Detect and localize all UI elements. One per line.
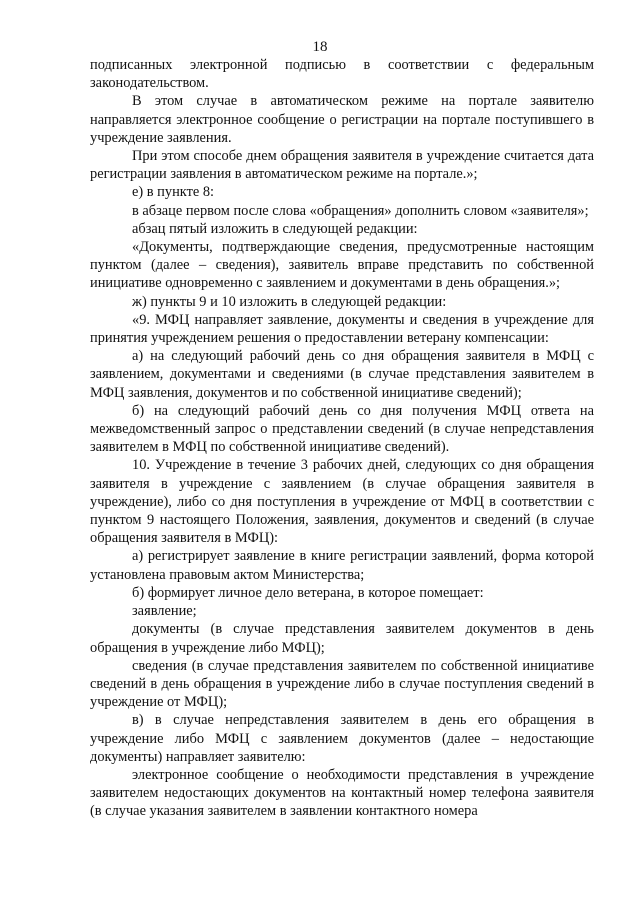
paragraph: б) на следующий рабочий день со дня получения МФЦ ответа на межведомственный запрос о представлении сведений (в случае непредставления заявителем в МФЦ по собственной инициативе сведений). xyxy=(90,402,594,456)
paragraph: В этом случае в автоматическом режиме на портале заявителю направляется электронное сообщение о регистрации на портале поступившего в учреждение заявления. xyxy=(90,93,594,146)
paragraph: документы (в случае представления заявителем документов в день обращения в учреждение либо МФЦ); xyxy=(90,621,594,656)
paragraph: а) на следующий рабочий день со дня обращения заявителя в МФЦ с заявлением, документами и сведениями (в случае представления заявителем в МФЦ заявления, документов и по собственной инициативе сведений); xyxy=(90,348,594,401)
page-number: 18 xyxy=(312,39,328,55)
document-body xyxy=(90,56,594,821)
paragraph: подписанных электронной подписью в соответствии с федеральным законодательством. xyxy=(90,57,594,92)
paragraph: «9. МФЦ направляет заявление, документы и сведения в учреждение для принятия учреждением решения о предоставлении ветерану компенсации: xyxy=(90,311,594,347)
paragraph: сведения (в случае представления заявителем по собственной инициативе сведений в день обращения в учреждение либо в случае поступления сведений в учреждение от МФЦ); xyxy=(90,657,594,711)
paragraph: 10. Учреждение в течение 3 рабочих дней, следующих со дня обращения заявителя в учреждение с заявлением (в случае обращения заявителя в учреждение), либо со дня поступления в учреждение от МФЦ в соответствии с пунктом 9 настоящего Положения, заявления, документов и сведений (в случае обращения заявителя в МФЦ): xyxy=(90,457,594,547)
paragraph: При этом способе днем обращения заявителя в учреждение считается дата регистрации заявления в автоматическом режиме на портале.»; xyxy=(90,148,594,183)
paragraph: е) в пункте 8: xyxy=(132,184,215,201)
paragraph: б) формирует личное дело ветерана, в которое помещает: xyxy=(132,584,484,601)
paragraph: заявление; xyxy=(132,603,197,620)
paragraph: в абзаце первом после слова «обращения» дополнить словом «заявителя»; xyxy=(132,202,589,219)
paragraph: в) в случае непредставления заявителем в день его обращения в учреждение либо МФЦ с заявлением документов (далее – недостающие документы) направляет заявителю: xyxy=(90,712,594,765)
paragraph: «Документы, подтверждающие сведения, предусмотренные настоящим пунктом (далее – сведения), заявитель вправе представить по собственной инициативе одновременно с заявлением и документами в день обращения.»; xyxy=(90,239,594,292)
paragraph: электронное сообщение о необходимости представления в учреждение заявителем недостающих документов на контактный номер телефона заявителя (в случае указания заявителем в заявлении контактного номера xyxy=(90,766,594,820)
paragraph: ж) пункты 9 и 10 изложить в следующей редакции: xyxy=(132,293,447,310)
paragraph: а) регистрирует заявление в книге регистрации заявлений, форма которой установлена правовым актом Министерства; xyxy=(90,548,594,583)
paragraph: абзац пятый изложить в следующей редакции: xyxy=(132,220,418,237)
